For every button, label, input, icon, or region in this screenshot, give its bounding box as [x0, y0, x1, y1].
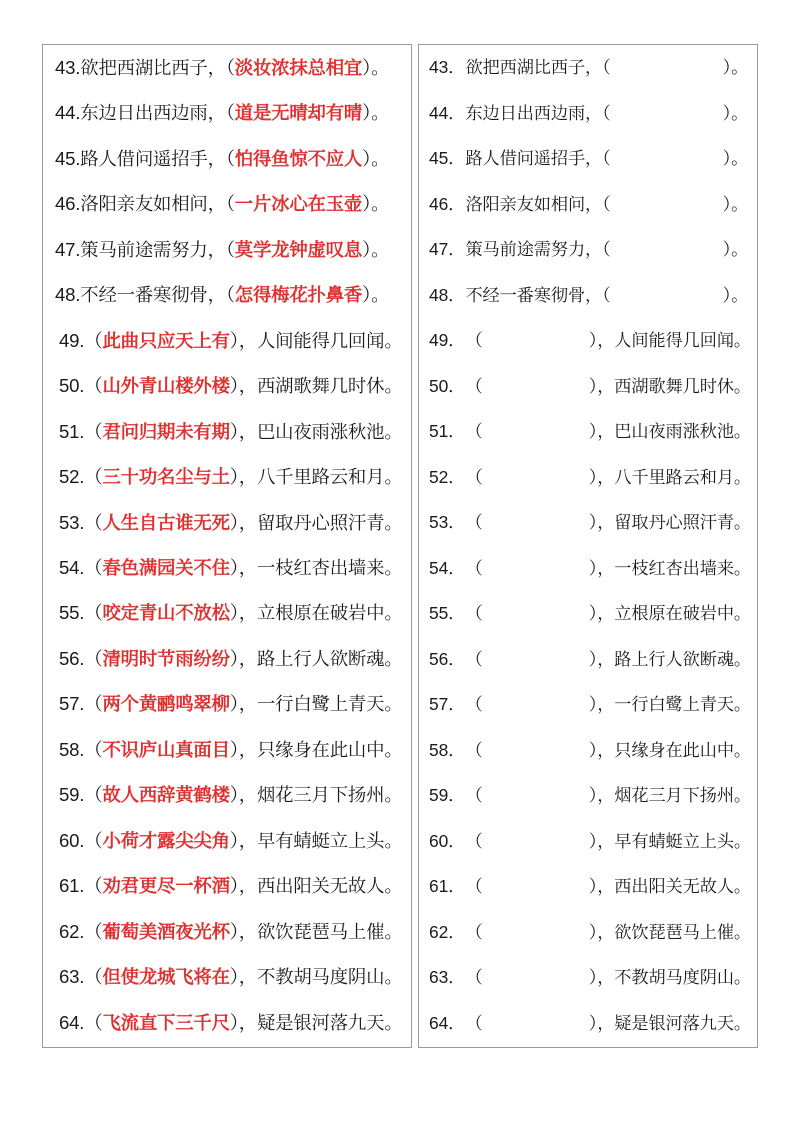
line-number: 45. — [55, 147, 81, 169]
line-tail-text: ），只缘身在此山中。 — [588, 740, 751, 761]
line-number: 54． — [429, 557, 466, 578]
line-prefix-text: （ — [84, 512, 103, 534]
answer-text: 葡萄美酒夜光杯 — [102, 921, 230, 943]
line-lead-text: （ — [465, 877, 483, 897]
answer-text: 劝君更尽一杯酒 — [102, 876, 230, 898]
line-suffix-text: ），烟花三月下扬州。 — [229, 785, 403, 807]
line-suffix-text: ），疑是银河落九天。 — [229, 1012, 403, 1034]
line-tail-text: ），疑是银河落九天。 — [588, 1013, 751, 1034]
line-number: 50. — [59, 375, 85, 397]
line-suffix-text: ），人间能得几回闻。 — [229, 330, 403, 352]
line-lead-text: （ — [465, 331, 483, 351]
line-number: 53． — [429, 512, 466, 532]
answer-key-column — [42, 44, 412, 1048]
line-suffix-text: ），欲饮琵琶马上催。 — [229, 921, 403, 943]
line-prefix-text: 路人借问遥招手，（ — [80, 148, 235, 170]
answer-text: 故人西辞黄鹤楼 — [102, 785, 230, 807]
blank-line — [429, 150, 751, 168]
answer-blank-field[interactable] — [483, 378, 589, 395]
line-number: 47． — [429, 239, 466, 259]
line-prefix-text: （ — [84, 421, 103, 443]
answer-text: 一片冰心在玉壶 — [234, 194, 363, 216]
blank-line — [429, 830, 751, 852]
line-lead-text: （ — [465, 1013, 483, 1034]
blank-worksheet-column — [418, 44, 758, 1048]
line-number: 57. — [59, 693, 85, 715]
line-suffix-text: ），西出阳关无故人。 — [229, 876, 403, 898]
line-lead-text: 洛阳亲友如相问，（ — [465, 194, 611, 215]
answer-line — [53, 786, 403, 805]
line-number: 55． — [429, 603, 466, 623]
line-tail-text: ），一枝红杏出墙来。 — [588, 558, 751, 579]
answer-line — [53, 968, 403, 987]
line-lead-text: （ — [465, 649, 483, 670]
blank-line — [429, 557, 751, 579]
blank-line — [429, 921, 751, 943]
line-prefix-text: （ — [84, 376, 103, 398]
line-suffix-text: ），不教胡马度阴山。 — [229, 967, 403, 989]
blank-line — [429, 59, 751, 77]
line-prefix-text: （ — [84, 648, 103, 670]
answer-line — [53, 1011, 403, 1034]
answer-line — [53, 556, 403, 579]
answer-text: 君问归期未有期 — [102, 421, 230, 443]
line-number: 57． — [429, 694, 466, 714]
line-number: 44. — [55, 102, 81, 124]
line-number: 60. — [59, 829, 85, 851]
line-tail-text: ），八千里路云和月。 — [588, 467, 751, 488]
answer-line — [53, 329, 403, 352]
line-number: 47. — [55, 238, 81, 260]
line-number: 56. — [59, 647, 85, 669]
answer-blank-field[interactable] — [483, 651, 589, 668]
line-number: 45． — [429, 148, 466, 168]
line-suffix-text: ），八千里路云和月。 — [229, 467, 403, 489]
line-number: 50． — [429, 375, 466, 396]
blank-line — [429, 423, 751, 441]
line-number: 48． — [429, 284, 466, 305]
answer-line — [53, 738, 403, 761]
line-number: 43． — [429, 57, 466, 77]
answer-line — [53, 238, 403, 261]
blank-line — [429, 648, 751, 670]
answer-text: 飞流直下三千尺 — [102, 1012, 230, 1034]
line-prefix-text: （ — [84, 876, 103, 898]
line-tail-text: ）。 — [722, 103, 749, 124]
line-number: 46． — [429, 193, 466, 214]
line-number: 49． — [429, 330, 466, 350]
line-lead-text: （ — [465, 604, 483, 624]
answer-blank-field[interactable] — [483, 560, 589, 577]
line-prefix-text: （ — [84, 557, 103, 579]
blank-line — [429, 332, 751, 350]
line-tail-text: ）。 — [722, 194, 749, 215]
line-tail-text: ），欲饮琵琶马上催。 — [588, 922, 751, 943]
line-suffix-text: ），留取丹心照汗青。 — [229, 512, 403, 534]
blank-line — [429, 1012, 751, 1034]
line-tail-text: ），人间能得几回闻。 — [588, 331, 751, 351]
line-number: 56． — [429, 648, 466, 669]
line-tail-text: ），早有蜻蜓立上头。 — [588, 831, 751, 852]
answer-blank-field[interactable] — [483, 696, 589, 713]
line-prefix-text: （ — [84, 830, 103, 852]
line-lead-text: （ — [465, 831, 483, 852]
answer-line — [53, 511, 403, 534]
answer-text: 山外青山楼外楼 — [102, 376, 230, 398]
line-prefix-text: （ — [84, 1012, 103, 1034]
answer-text: 怕得鱼惊不应人 — [234, 148, 363, 170]
line-lead-text: （ — [465, 558, 483, 579]
blank-line — [429, 605, 751, 623]
answer-line — [53, 377, 403, 396]
blank-line — [429, 878, 751, 896]
blank-line — [429, 375, 751, 397]
worksheet-container — [42, 44, 758, 1048]
line-number: 63. — [59, 966, 85, 988]
answer-text: 淡妆浓抹总相宜 — [234, 58, 363, 79]
line-prefix-text: （ — [84, 785, 103, 807]
blank-line — [429, 193, 751, 215]
line-number: 49. — [59, 329, 85, 351]
line-number: 63． — [429, 967, 466, 987]
answer-text: 怎得梅花扑鼻香 — [234, 285, 363, 307]
answer-blank-field[interactable] — [483, 742, 589, 759]
answer-line — [53, 195, 403, 214]
line-number: 53. — [59, 511, 85, 533]
line-number: 51. — [59, 420, 85, 442]
line-lead-text: （ — [465, 786, 483, 806]
line-suffix-text: ），巴山夜雨涨秋池。 — [229, 421, 403, 443]
line-number: 64． — [429, 1012, 466, 1033]
blank-line — [429, 969, 751, 987]
answer-blank-field[interactable] — [611, 150, 723, 167]
line-prefix-text: （ — [84, 694, 103, 716]
answer-text: 此曲只应天上有 — [102, 330, 230, 352]
line-suffix-text: ），一枝红杏出墙来。 — [229, 557, 403, 579]
blank-line — [429, 241, 751, 259]
line-tail-text: ），立根原在破岩中。 — [588, 604, 751, 624]
answer-blank-field[interactable] — [483, 605, 589, 622]
line-lead-text: （ — [465, 695, 483, 715]
blank-line — [429, 739, 751, 761]
answer-text: 春色满园关不住 — [102, 557, 230, 579]
line-tail-text: ），不教胡马度阴山。 — [588, 968, 751, 988]
blank-line — [429, 514, 751, 532]
line-number: 59． — [429, 785, 466, 805]
answer-line — [53, 286, 403, 305]
line-prefix-text: 策马前途需努力，（ — [80, 239, 235, 261]
answer-blank-field[interactable] — [483, 423, 589, 440]
line-number: 51． — [429, 421, 466, 441]
blank-line — [429, 466, 751, 488]
answer-text: 两个黄鹂鸣翠柳 — [102, 694, 230, 716]
answer-text: 三十功名尘与土 — [102, 467, 230, 489]
line-lead-text: （ — [465, 922, 483, 943]
line-tail-text: ），烟花三月下扬州。 — [588, 786, 751, 806]
answer-text: 不识庐山真面目 — [102, 739, 230, 761]
line-number: 52． — [429, 466, 466, 487]
line-prefix-text: 洛阳亲友如相问，（ — [80, 194, 235, 216]
line-lead-text: （ — [465, 422, 483, 442]
line-suffix-text: ），只缘身在此山中。 — [229, 739, 403, 761]
blank-line — [429, 284, 751, 306]
answer-line — [53, 59, 403, 78]
line-tail-text: ）。 — [722, 240, 749, 260]
line-prefix-text: （ — [84, 467, 103, 489]
line-suffix-text: ）。 — [362, 58, 390, 79]
answer-line — [53, 695, 403, 714]
line-tail-text: ），留取丹心照汗青。 — [588, 513, 751, 533]
answer-blank-field[interactable] — [483, 833, 589, 850]
line-number: 55. — [59, 602, 85, 624]
line-lead-text: （ — [465, 467, 483, 488]
line-lead-text: 策马前途需努力，（ — [465, 240, 611, 260]
line-tail-text: ）。 — [722, 149, 749, 169]
line-number: 48. — [55, 284, 81, 306]
line-number: 54. — [59, 556, 85, 578]
line-suffix-text: ）。 — [362, 103, 390, 125]
answer-text: 咬定青山不放松 — [102, 603, 230, 625]
line-prefix-text: （ — [84, 330, 103, 352]
line-number: 58． — [429, 739, 466, 760]
answer-line — [53, 647, 403, 670]
line-tail-text: ），西湖歌舞几时休。 — [588, 376, 751, 397]
answer-blank-field[interactable] — [483, 469, 589, 486]
answer-line — [53, 829, 403, 852]
line-suffix-text: ）。 — [362, 194, 390, 216]
line-suffix-text: ）。 — [362, 239, 390, 261]
line-suffix-text: ），路上行人欲断魂。 — [229, 648, 403, 670]
line-prefix-text: 欲把西湖比西子，（ — [80, 58, 235, 79]
answer-text: 人生自古谁无死 — [102, 512, 230, 534]
line-prefix-text: 不经一番寒彻骨，（ — [80, 285, 235, 307]
line-number: 46. — [55, 193, 81, 215]
line-lead-text: 不经一番寒彻骨，（ — [465, 285, 611, 306]
answer-blank-field[interactable] — [611, 105, 723, 122]
line-lead-text: 欲把西湖比西子，（ — [465, 58, 611, 78]
line-number: 61. — [59, 875, 85, 897]
line-number: 59. — [59, 784, 85, 806]
line-number: 61． — [429, 876, 466, 896]
blank-line — [429, 102, 751, 124]
line-lead-text: （ — [465, 968, 483, 988]
line-suffix-text: ），一行白鹭上青天。 — [229, 694, 403, 716]
line-tail-text: ）。 — [722, 285, 749, 306]
answer-line — [53, 147, 403, 170]
answer-line — [53, 468, 403, 487]
line-lead-text: 东边日出西边雨，（ — [465, 103, 611, 124]
blank-line — [429, 696, 751, 714]
line-prefix-text: （ — [84, 603, 103, 625]
line-tail-text: ），西出阳关无故人。 — [588, 877, 751, 897]
blank-line — [429, 787, 751, 805]
line-lead-text: 路人借问遥招手，（ — [465, 149, 611, 169]
answer-blank-field[interactable] — [611, 241, 723, 258]
answer-blank-field[interactable] — [483, 924, 589, 941]
line-number: 62. — [59, 920, 85, 942]
line-suffix-text: ）。 — [362, 148, 390, 170]
line-suffix-text: ），立根原在破岩中。 — [229, 603, 403, 625]
answer-text: 莫学龙钟虚叹息 — [234, 239, 363, 261]
line-prefix-text: 东边日出西边雨，（ — [80, 103, 235, 125]
line-tail-text: ）。 — [722, 58, 749, 78]
answer-blank-field[interactable] — [611, 287, 723, 304]
answer-blank-field[interactable] — [483, 878, 589, 895]
answer-line — [53, 877, 403, 896]
line-tail-text: ），路上行人欲断魂。 — [588, 649, 751, 670]
answer-blank-field[interactable] — [483, 514, 589, 531]
line-suffix-text: ），西湖歌舞几时休。 — [229, 376, 403, 398]
line-prefix-text: （ — [84, 967, 103, 989]
answer-line — [53, 604, 403, 623]
answer-text: 但使龙城飞将在 — [102, 967, 230, 989]
line-lead-text: （ — [465, 740, 483, 761]
line-tail-text: ），一行白鹭上青天。 — [588, 695, 751, 715]
answer-text: 道是无晴却有晴 — [234, 103, 363, 125]
line-number: 64. — [59, 1011, 85, 1033]
answer-blank-field[interactable] — [611, 59, 723, 76]
answer-line — [53, 420, 403, 443]
line-prefix-text: （ — [84, 921, 103, 943]
answer-text: 清明时节雨纷纷 — [102, 648, 230, 670]
line-number: 44． — [429, 102, 466, 123]
answer-blank-field[interactable] — [483, 787, 589, 804]
line-number: 43. — [55, 57, 81, 78]
answer-blank-field[interactable] — [483, 969, 589, 986]
answer-blank-field[interactable] — [483, 1015, 589, 1032]
line-tail-text: ），巴山夜雨涨秋池。 — [588, 422, 751, 442]
line-number: 62． — [429, 921, 466, 942]
answer-blank-field[interactable] — [483, 332, 589, 349]
line-suffix-text: ），早有蜻蜓立上头。 — [229, 830, 403, 852]
line-lead-text: （ — [465, 376, 483, 397]
answer-line — [53, 920, 403, 943]
answer-blank-field[interactable] — [611, 196, 723, 213]
answer-line — [53, 104, 403, 123]
answer-text: 小荷才露尖尖角 — [102, 830, 230, 852]
line-lead-text: （ — [465, 513, 483, 533]
line-number: 58. — [59, 738, 85, 760]
line-number: 52. — [59, 466, 85, 488]
line-prefix-text: （ — [84, 739, 103, 761]
line-suffix-text: ）。 — [362, 285, 390, 307]
line-number: 60． — [429, 830, 466, 851]
